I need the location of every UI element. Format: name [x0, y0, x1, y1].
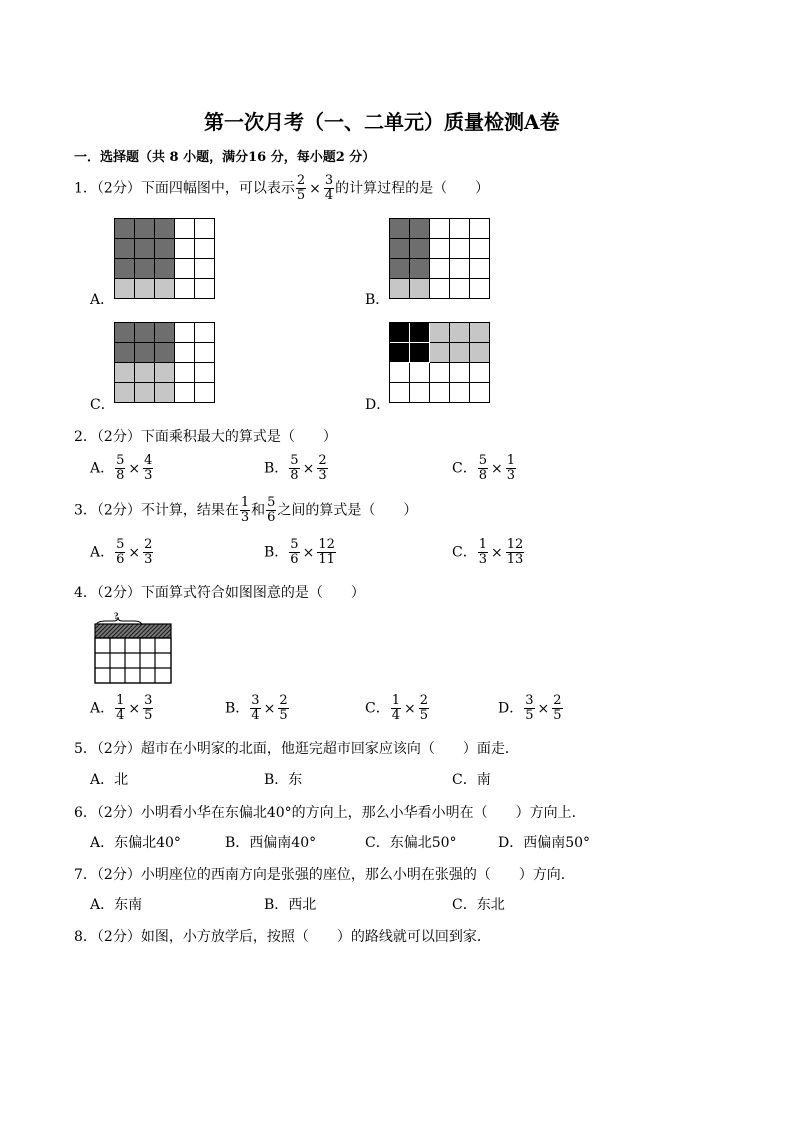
- q1-grid-d: [389, 322, 490, 403]
- fraction: [143, 538, 153, 567]
- q3-option-a: [90, 538, 154, 567]
- fraction: [506, 538, 525, 567]
- denominator: 3: [144, 552, 153, 567]
- numerator: 5: [290, 453, 299, 468]
- fraction: [391, 694, 401, 723]
- times-sign: ×: [491, 544, 503, 561]
- q3-option-c: [452, 538, 525, 567]
- fraction: [317, 538, 336, 567]
- q1-grid-b: [389, 218, 490, 299]
- grid-cell: [470, 383, 490, 403]
- fraction: [478, 538, 488, 567]
- q2-option-b: [264, 454, 329, 483]
- fraction: [115, 694, 125, 723]
- q6-option-d: D．西偏南50°: [498, 835, 591, 851]
- grid-cell: [175, 239, 195, 259]
- fraction: [266, 496, 276, 525]
- q2-option-c: [452, 454, 517, 483]
- grid-cell: [175, 219, 195, 239]
- q5-option-c: C．南: [452, 772, 491, 788]
- grid-cell: [195, 279, 215, 299]
- fraction: [289, 538, 299, 567]
- numerator: 12: [318, 537, 335, 552]
- option-label: A．: [90, 700, 115, 717]
- grid-cell: [450, 259, 470, 279]
- numerator: 4: [144, 453, 153, 468]
- grid-cell: [430, 239, 450, 259]
- option-label: C．: [452, 460, 477, 477]
- grid-cell: [155, 259, 175, 279]
- shaded-row: [95, 624, 171, 638]
- grid-cell: [450, 363, 470, 383]
- denominator: 13: [506, 552, 524, 567]
- grid-cell: [450, 323, 470, 343]
- grid-cell: [410, 279, 430, 299]
- fraction: [115, 538, 125, 567]
- question-6: 6．（2分）小明看小华在东偏北40°的方向上，那么小华看小明在（ ）方向上．: [74, 805, 586, 821]
- denominator: 3: [506, 468, 516, 483]
- grid-cell: [410, 239, 430, 259]
- grid-cell: [135, 279, 155, 299]
- fraction: [524, 694, 534, 723]
- fraction: [240, 496, 250, 525]
- grid-cell: [470, 239, 490, 259]
- grid-cell: [430, 219, 450, 239]
- question-5: 5．（2分）超市在小明家的北面，他逛完超市回家应该向（ ）面走．: [74, 741, 519, 757]
- grid-cell: [450, 279, 470, 299]
- grid-cell: [195, 259, 215, 279]
- grid-cell: [135, 219, 155, 239]
- denominator: 8: [116, 468, 125, 483]
- q4-option-d: [498, 694, 564, 723]
- numerator: 1: [478, 537, 487, 552]
- denominator: 5: [144, 708, 153, 723]
- numerator: 1: [116, 693, 125, 708]
- fraction: [143, 454, 153, 483]
- numerator: 1: [240, 495, 250, 510]
- grid-cell: [135, 323, 155, 343]
- numerator: 5: [478, 453, 487, 468]
- grid-cell: [410, 343, 430, 363]
- grid-cell: [390, 343, 410, 363]
- grid-cell: [390, 363, 410, 383]
- numerator: 12: [506, 537, 524, 552]
- times-sign: ×: [537, 700, 550, 717]
- grid-cell: [175, 383, 195, 403]
- q4-option-c: [365, 694, 430, 723]
- grid-cell: [195, 383, 215, 403]
- times-sign: ×: [128, 544, 141, 561]
- fraction: [478, 454, 488, 483]
- grid-cell: [430, 259, 450, 279]
- times-sign: ×: [309, 180, 321, 197]
- grid-cell: [175, 363, 195, 383]
- times-sign: ×: [302, 544, 315, 561]
- q7-option-b: B．西北: [264, 897, 317, 913]
- times-sign: ×: [491, 460, 503, 477]
- q1-grid-c: [114, 322, 215, 403]
- denominator: 5: [296, 188, 306, 203]
- numerator: 3: [324, 173, 334, 188]
- q3-suffix: 之间的算式是（ ）: [277, 502, 418, 519]
- denominator: 3: [144, 468, 153, 483]
- grid-cell: [155, 343, 175, 363]
- q2-option-a: [90, 454, 154, 483]
- grid-cell: [390, 259, 410, 279]
- q4-option-b: [225, 694, 290, 723]
- denominator: 5: [525, 708, 534, 723]
- denominator: 3: [318, 468, 327, 483]
- denominator: 11: [318, 552, 335, 567]
- q5-option-a: A．北: [90, 772, 129, 788]
- grid-cell: [470, 323, 490, 343]
- grid-cell: [155, 279, 175, 299]
- grid-cell: [410, 323, 430, 343]
- denominator: 4: [251, 708, 260, 723]
- q6-option-c: C．东偏北50°: [365, 835, 457, 851]
- grid-cell: [430, 343, 450, 363]
- grid-cell: [135, 239, 155, 259]
- grid-cell: [135, 363, 155, 383]
- fraction: [278, 694, 288, 723]
- option-label: B．: [264, 460, 289, 477]
- question-1: [74, 174, 489, 203]
- q3-prefix: 3．（2分）不计算，结果在: [74, 502, 239, 519]
- fraction: [115, 454, 125, 483]
- grid-cell: [155, 323, 175, 343]
- grid-cell: [115, 259, 135, 279]
- grid-cell: [155, 219, 175, 239]
- numerator: 2: [419, 693, 429, 708]
- option-label: A．: [90, 460, 115, 477]
- grid-cell: [430, 323, 450, 343]
- section-heading: 一．选择题（共 8 小题，满分16 分，每小题2 分）: [74, 150, 376, 165]
- q6-option-b: B．西偏南40°: [225, 835, 317, 851]
- grid-cell: [470, 219, 490, 239]
- grid-cell: [410, 363, 430, 383]
- q5-option-b: B．东: [264, 772, 303, 788]
- numerator: 2: [318, 453, 327, 468]
- denominator: 6: [116, 552, 125, 567]
- numerator: 5: [267, 495, 276, 510]
- q6-option-a: A．东偏北40°: [90, 835, 181, 851]
- grid-cell: [115, 279, 135, 299]
- grid-cell: [430, 363, 450, 383]
- denominator: 6: [267, 510, 276, 525]
- q3-option-b: [264, 538, 337, 567]
- option-label: B．: [264, 544, 289, 561]
- q1-fraction-2: [324, 174, 334, 203]
- grid-cell: [155, 239, 175, 259]
- q7-option-c: C．东北: [452, 897, 505, 913]
- numerator: 2: [553, 693, 562, 708]
- option-label: B．: [225, 700, 250, 717]
- grid-cell: [195, 219, 215, 239]
- fraction: [250, 694, 260, 723]
- question-2: 2．（2分）下面乘积最大的算式是（ ）: [74, 429, 337, 445]
- fraction: [143, 694, 153, 723]
- grid-cell: [155, 383, 175, 403]
- grid-cell: [175, 323, 195, 343]
- denominator: 8: [290, 468, 299, 483]
- denominator: 5: [553, 708, 562, 723]
- q1-label-d: D．: [365, 397, 391, 413]
- grid-cell: [115, 363, 135, 383]
- grid-cell: [450, 383, 470, 403]
- denominator: 8: [478, 468, 487, 483]
- numerator: 2: [144, 537, 153, 552]
- numerator: 5: [290, 537, 299, 552]
- grid-cell: [115, 239, 135, 259]
- numerator: 3: [144, 693, 153, 708]
- q1-label-a: A．: [90, 292, 115, 308]
- q1-label-b: B．: [365, 292, 390, 308]
- denominator: 6: [290, 552, 299, 567]
- question-3: [74, 496, 417, 525]
- q1-fraction-1: [296, 174, 306, 203]
- numerator: 2: [279, 693, 288, 708]
- grid-cell: [470, 279, 490, 299]
- fraction: [552, 694, 562, 723]
- grid-cell: [390, 383, 410, 403]
- grid-cell: [175, 259, 195, 279]
- numerator: 1: [391, 693, 400, 708]
- grid-cell: [115, 343, 135, 363]
- denominator: 4: [116, 708, 125, 723]
- q4-figure: [92, 610, 176, 686]
- grid-cell: [430, 279, 450, 299]
- page-title: 第一次月考（一、二单元）质量检测A卷: [204, 110, 560, 134]
- grid-cell: [390, 219, 410, 239]
- fraction: [317, 454, 327, 483]
- times-sign: ×: [128, 700, 141, 717]
- brace-question-mark: ?: [114, 611, 119, 621]
- grid-cell: [390, 239, 410, 259]
- grid-cell: [410, 219, 430, 239]
- q4-option-a: [90, 694, 154, 723]
- q3-mid: 和: [251, 502, 266, 519]
- option-label: D．: [498, 700, 524, 717]
- grid-cell: [450, 343, 470, 363]
- grid-cell: [135, 259, 155, 279]
- grid-cell: [450, 219, 470, 239]
- numerator: 5: [116, 453, 125, 468]
- grid-cell: [450, 239, 470, 259]
- numerator: 2: [296, 173, 306, 188]
- numerator: 5: [116, 537, 125, 552]
- numerator: 1: [506, 453, 516, 468]
- question-8: 8．（2分）如图，小方放学后，按照（ ）的路线就可以回到家．: [74, 929, 491, 945]
- question-7: 7．（2分）小明座位的西南方向是张强的座位，那么小明在张强的（ ）方向．: [74, 867, 575, 883]
- grid-cell: [410, 383, 430, 403]
- times-sign: ×: [302, 460, 315, 477]
- denominator: 5: [279, 708, 288, 723]
- times-sign: ×: [404, 700, 416, 717]
- grid-cell: [195, 239, 215, 259]
- numerator: 3: [251, 693, 260, 708]
- grid-cell: [410, 259, 430, 279]
- option-label: A．: [90, 544, 115, 561]
- grid-cell: [195, 343, 215, 363]
- fraction: [506, 454, 516, 483]
- grid-cell: [195, 363, 215, 383]
- option-label: C．: [365, 700, 390, 717]
- q1-prefix: 1．（2分）下面四幅图中，可以表示: [74, 180, 295, 197]
- denominator: 4: [391, 708, 400, 723]
- grid-cell: [390, 279, 410, 299]
- times-sign: ×: [263, 700, 276, 717]
- denominator: 3: [240, 510, 250, 525]
- grid-cell: [470, 259, 490, 279]
- q1-grid-a: [114, 218, 215, 299]
- grid-cell: [430, 383, 450, 403]
- grid-cell: [470, 363, 490, 383]
- grid-cell: [175, 343, 195, 363]
- denominator: 5: [419, 708, 429, 723]
- grid-cell: [195, 323, 215, 343]
- q1-label-c: C．: [90, 397, 115, 413]
- denominator: 3: [478, 552, 487, 567]
- grid-cell: [470, 343, 490, 363]
- grid-cell: [115, 383, 135, 403]
- fraction: [289, 454, 299, 483]
- grid-cell: [115, 219, 135, 239]
- grid-cell: [135, 343, 155, 363]
- option-label: C．: [452, 544, 477, 561]
- question-4: 4．（2分）下面算式符合如图图意的是（ ）: [74, 585, 365, 601]
- grid-cell: [115, 323, 135, 343]
- denominator: 4: [324, 188, 334, 203]
- q1-suffix: 的计算过程的是（ ）: [335, 180, 490, 197]
- fraction: [419, 694, 429, 723]
- grid-cell: [175, 279, 195, 299]
- grid-cell: [135, 383, 155, 403]
- times-sign: ×: [128, 460, 141, 477]
- grid-cell: [155, 363, 175, 383]
- grid-cell: [390, 323, 410, 343]
- q7-option-a: A．东南: [90, 897, 143, 913]
- numerator: 3: [525, 693, 534, 708]
